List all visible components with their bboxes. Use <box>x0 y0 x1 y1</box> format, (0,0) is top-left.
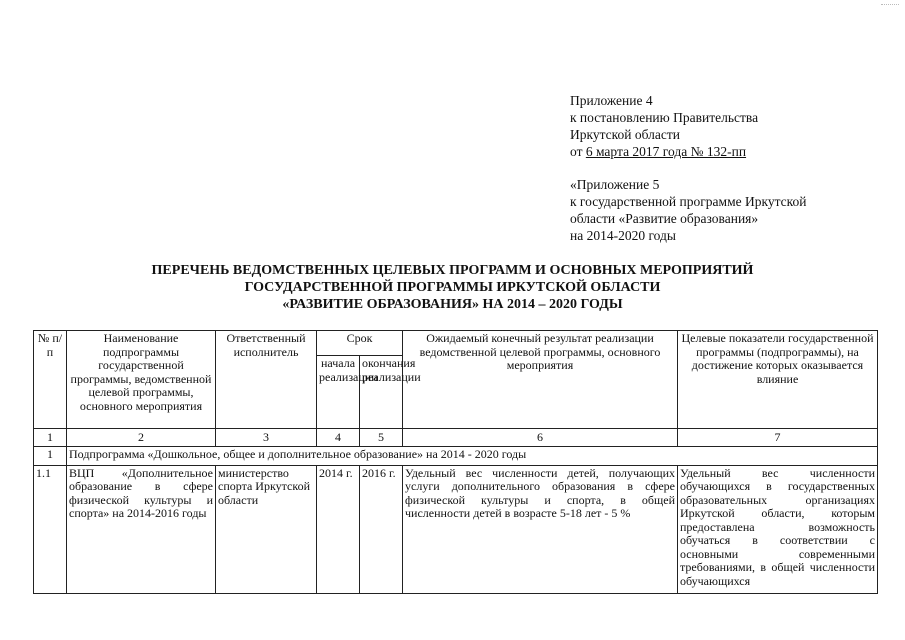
document-title <box>0 262 905 313</box>
title-line: ПЕРЕЧЕНЬ ВЕДОМСТВЕННЫХ ЦЕЛЕВЫХ ПРОГРАММ И ОСНОВНЫХ МЕРОПРИЯТИЙ <box>151 263 754 278</box>
row-num: 1.1 <box>34 465 67 593</box>
appendix-5-line: на 2014-2020 годы <box>570 228 676 243</box>
table-row <box>34 465 878 593</box>
column-number: 6 <box>403 429 678 447</box>
header-end: окончания реализации <box>360 356 403 429</box>
appendix-4-line: Иркутской области <box>570 127 681 142</box>
title-line: ГОСУДАРСТВЕННОЙ ПРОГРАММЫ ИРКУТСКОЙ ОБЛАСТИ <box>244 280 661 295</box>
appendix-4-line: к постановлению Правительства <box>570 110 759 125</box>
row-start: 2014 г. <box>317 465 360 593</box>
appendix-5-block <box>570 176 807 244</box>
column-number: 4 <box>317 429 360 447</box>
column-number: 1 <box>34 429 67 447</box>
appendix-4-date-line <box>570 143 758 160</box>
header-name: Наименование подпрограммы государственной программы, ведомственной целевой программы, основного мероприятия <box>67 331 216 429</box>
row-result: Удельный вес численности детей, получающих услуги дополнительного образования в сфере физической культуры и спорта, в общей численности детей в возрасте 5-18 лет - 5 % <box>403 465 678 593</box>
scan-artifact <box>881 4 899 5</box>
header-indicators: Целевые показатели государственной программы (подпрограммы), на достижение которых оказывается влияние <box>678 331 878 429</box>
appendix-4-block <box>570 92 758 160</box>
title-line: «РАЗВИТИЕ ОБРАЗОВАНИЯ» НА 2014 – 2020 ГОДЫ <box>282 297 623 312</box>
column-number: 2 <box>67 429 216 447</box>
subprogram-title: Подпрограмма «Дошкольное, общее и дополнительное образование» на 2014 - 2020 годы <box>67 446 878 465</box>
row-name: ВЦП «Дополнительное образование в сфере физической культуры и спорта» на 2014-2016 годы <box>67 465 216 593</box>
subprogram-row <box>34 446 878 465</box>
row-executor: министерство спорта Иркутской области <box>216 465 317 593</box>
header-executor: Ответственный исполнитель <box>216 331 317 429</box>
row-indicators: Удельный вес численности обучающихся в государственных образовательных организациях Иркутской области, которым предоставлена возможность обучаться в соответствии с основными современными требованиями, в общей численности обучающихся <box>678 465 878 593</box>
column-number: 5 <box>360 429 403 447</box>
programs-table <box>33 330 878 594</box>
header-term: Срок <box>317 331 403 356</box>
date-prefix: от <box>570 144 586 159</box>
appendix-5-line: к государственной программе Иркутской <box>570 194 807 209</box>
row-end: 2016 г. <box>360 465 403 593</box>
header-num: № п/п <box>34 331 67 429</box>
subprogram-num: 1 <box>34 446 67 465</box>
appendix-4-line: Приложение 4 <box>570 93 653 108</box>
appendix-5-line: области «Развитие образования» <box>570 211 759 226</box>
resolution-date: 6 марта 2017 года № 132-пп <box>585 144 747 159</box>
header-start: начала реализации <box>317 356 360 429</box>
header-result: Ожидаемый конечный результат реализации ведомственной целевой программы, основного мероприятия <box>403 331 678 429</box>
column-number: 3 <box>216 429 317 447</box>
column-number: 7 <box>678 429 878 447</box>
appendix-5-line: «Приложение 5 <box>570 177 660 192</box>
